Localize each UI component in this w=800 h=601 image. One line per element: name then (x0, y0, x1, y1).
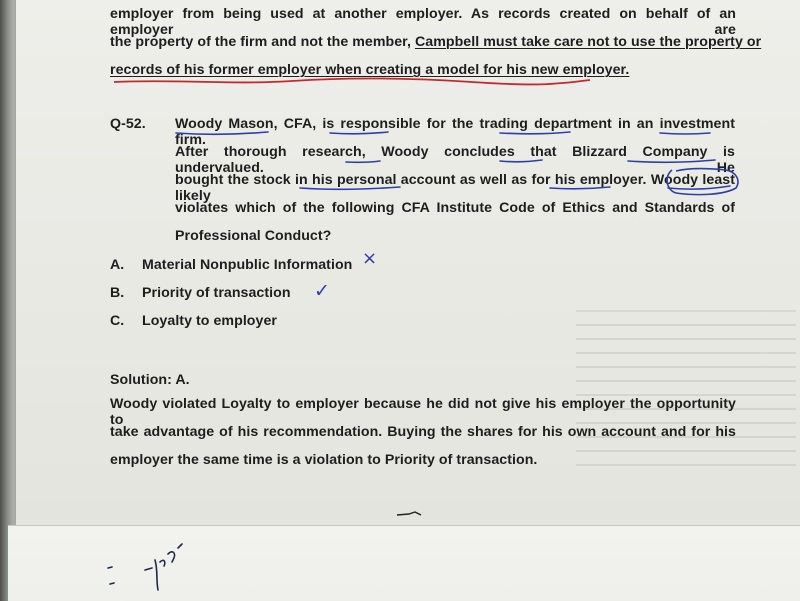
question-line-2: After thorough research, Woody concludes that Blizzard Company is undervalued. He (175, 144, 735, 176)
question-line-3: bought the stock in his personal account as well as for his employer. Woody least likely (175, 172, 735, 204)
solution-heading: Solution: A. (110, 372, 190, 388)
red-underline-squiggle (112, 76, 592, 86)
question-line-5: Professional Conduct? (175, 228, 332, 244)
question-number: Q-52. (110, 116, 146, 132)
circled-least-likely (662, 166, 742, 198)
show-through-text (576, 310, 796, 470)
solution-line-1: Woody violated Loyalty to employer because he did not give his employer the opportunity to (110, 396, 736, 428)
option-a-text: Material Nonpublic Information (142, 257, 353, 273)
option-c-letter: C. (110, 313, 125, 329)
paragraph-line-3: records of his former employer when creating a model for his new employer. (110, 62, 630, 78)
option-b-letter: B. (110, 285, 125, 301)
pencil-scribble (100, 540, 210, 600)
solution-line-2: take advantage of his recommendation. Buying the shares for his own account and for his (110, 424, 736, 440)
paragraph-line-2-underlined: Campbell must take care not to use the property or (414, 34, 762, 50)
check-mark-icon: ✓ (314, 280, 330, 302)
paragraph-line-2-plain: the property of the firm and not the member, (110, 34, 415, 50)
pen-dash-mark (395, 508, 425, 520)
option-b-text: Priority of transaction (142, 285, 291, 301)
solution-line-3: employer the same time is a violation to Priority of transaction. (110, 452, 538, 468)
paragraph-line-1: employer from being used at another employer. As records created on behalf of an employer are (110, 6, 736, 38)
question-line-1: Woody Mason, CFA, is responsible for the trading department in an investment firm. (175, 116, 735, 148)
option-c-text: Loyalty to employer (142, 313, 277, 329)
question-line-4: violates which of the following CFA Institute Code of Ethics and Standards of (175, 200, 735, 216)
option-a-letter: A. (110, 257, 125, 273)
cross-mark-icon: × (362, 248, 378, 269)
paragraph-line-2 (110, 34, 761, 50)
